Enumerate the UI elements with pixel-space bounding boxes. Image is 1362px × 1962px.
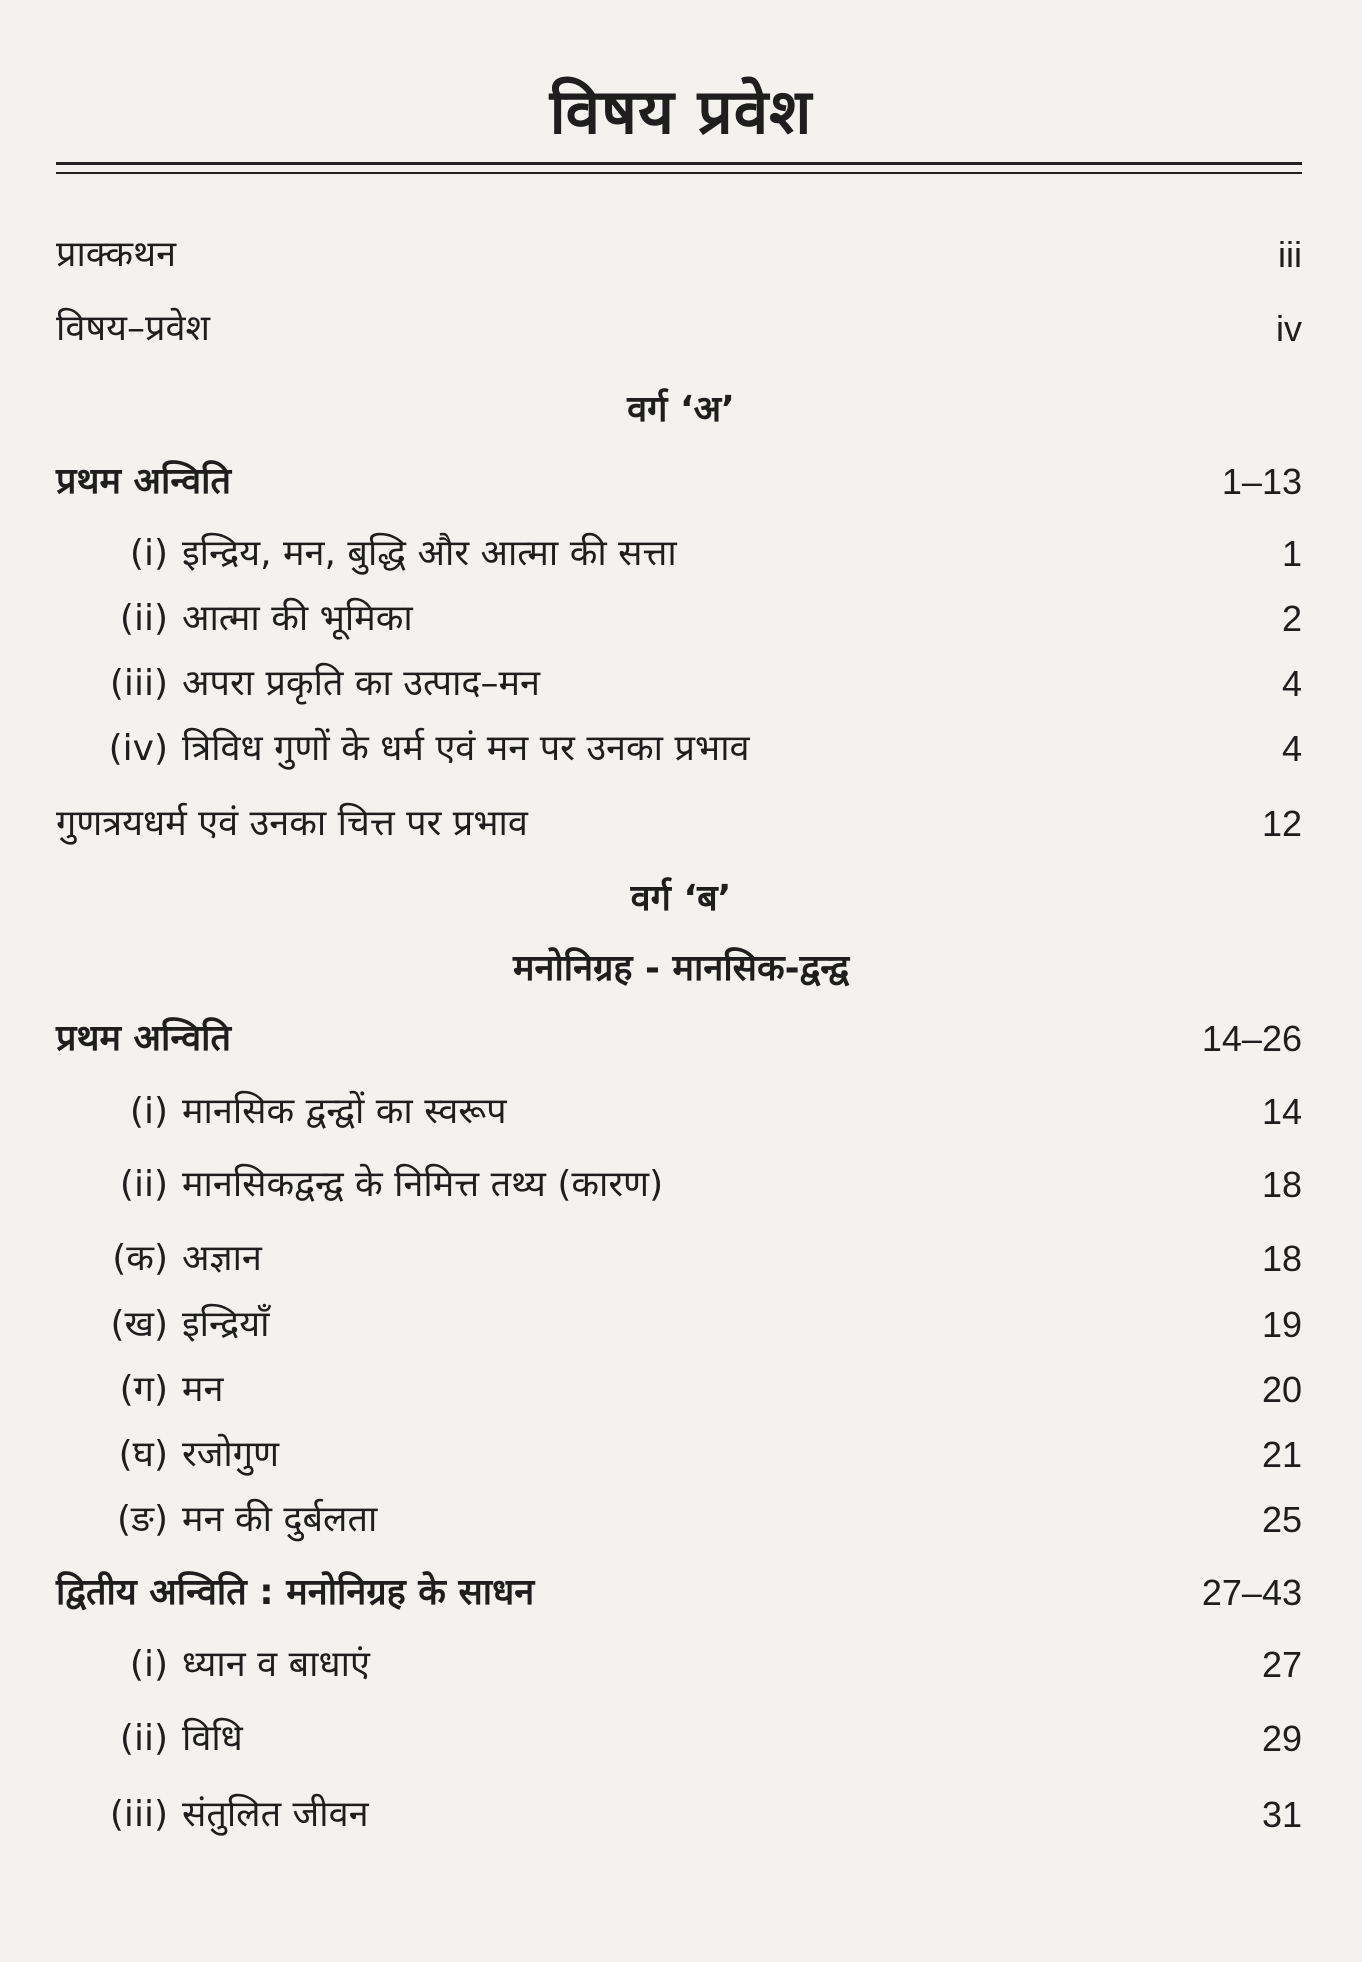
entry-label: इन्द्रियाँ xyxy=(182,1304,270,1345)
toc-entry xyxy=(56,1363,1302,1417)
entry-number: (घ) xyxy=(118,1434,168,1475)
toc-entry xyxy=(56,228,1302,282)
entry-page-number: 29 xyxy=(1261,1718,1302,1759)
section-heading: वर्ग ‘ब’ xyxy=(630,878,732,919)
entry-page-number: 14–26 xyxy=(1201,1018,1302,1059)
entry-label: इन्द्रिय, मन, बुद्धि और आत्मा की सत्ता xyxy=(182,533,677,574)
entry-page-number: iii xyxy=(1278,234,1302,275)
entry-page-number: 27–43 xyxy=(1201,1572,1302,1613)
entry-page-number: 19 xyxy=(1261,1304,1302,1345)
toc-entry xyxy=(56,1158,1302,1212)
entry-label: प्राक्कथन xyxy=(56,234,177,275)
entry-label: रजोगुण xyxy=(182,1434,280,1475)
toc-entry xyxy=(56,302,1302,356)
toc-entry xyxy=(56,1638,1302,1692)
entry-label: अपरा प्रकृति का उत्पाद–मन xyxy=(182,663,541,704)
toc-entry xyxy=(56,1712,1302,1766)
entry-page-number: 18 xyxy=(1261,1238,1302,1279)
entry-label: संतुलित जीवन xyxy=(182,1794,369,1835)
section-heading: वर्ग ‘अ’ xyxy=(627,389,735,430)
toc-entry xyxy=(56,797,1302,851)
entry-page-number: 12 xyxy=(1261,803,1302,844)
entry-label: प्रथम अन्विति xyxy=(56,1018,232,1059)
entry-label: गुणत्रयधर्म एवं उनका चित्त पर प्रभाव xyxy=(56,803,528,844)
entry-page-number: 25 xyxy=(1261,1499,1302,1540)
entry-label: मन की दुर्बलता xyxy=(182,1499,378,1540)
entry-label: मानसिक द्वन्द्वों का स्वरूप xyxy=(182,1091,507,1132)
toc-entry xyxy=(56,657,1302,711)
entry-number: (ग) xyxy=(119,1369,168,1410)
toc-entry xyxy=(56,1085,1302,1139)
entry-number: (ख) xyxy=(110,1304,168,1345)
toc-entry xyxy=(56,1428,1302,1482)
toc-entry xyxy=(56,592,1302,646)
toc-entry xyxy=(56,527,1302,581)
entry-number: (iii) xyxy=(109,1794,168,1835)
entry-page-number: 2 xyxy=(1281,598,1302,639)
entry-page-number: 4 xyxy=(1281,728,1302,769)
toc-entry xyxy=(56,1566,1302,1620)
entry-label: त्रिविध गुणों के धर्म एवं मन पर उनका प्रभाव xyxy=(182,728,750,769)
entry-page-number: 1 xyxy=(1281,533,1302,574)
entry-number: (iii) xyxy=(109,663,168,704)
entry-page-number: 21 xyxy=(1261,1434,1302,1475)
toc-entry xyxy=(56,1012,1302,1066)
toc-entry xyxy=(56,1493,1302,1547)
entry-label: विधि xyxy=(182,1718,243,1759)
toc-entry xyxy=(56,1788,1302,1842)
entry-label: अज्ञान xyxy=(182,1238,262,1279)
page-title: विषय प्रवेश xyxy=(549,75,813,148)
entry-page-number: 14 xyxy=(1261,1091,1302,1132)
entry-label: प्रथम अन्विति xyxy=(56,461,232,502)
entry-number: (i) xyxy=(129,1091,168,1132)
toc-entry xyxy=(56,1298,1302,1352)
entry-page-number: iv xyxy=(1276,308,1302,349)
toc-entry xyxy=(56,1232,1302,1286)
entry-page-number: 20 xyxy=(1261,1369,1302,1410)
entry-label: द्वितीय अन्विति : मनोनिग्रह के साधन xyxy=(56,1572,535,1613)
entry-label: आत्मा की भूमिका xyxy=(182,598,413,639)
entry-page-number: 27 xyxy=(1261,1644,1302,1685)
entry-page-number: 4 xyxy=(1281,663,1302,704)
entry-number: (ii) xyxy=(119,598,168,639)
entry-number: (ii) xyxy=(119,1718,168,1759)
entry-label: मानसिकद्वन्द्व के निमित्त तथ्य (कारण) xyxy=(182,1164,664,1205)
entry-number: (ii) xyxy=(119,1164,168,1205)
section-heading: मनोनिग्रह - मानसिक-द्वन्द्व xyxy=(512,948,850,989)
entry-page-number: 18 xyxy=(1261,1164,1302,1205)
entry-label: विषय–प्रवेश xyxy=(56,308,211,349)
toc-entry xyxy=(56,455,1302,509)
entry-label: ध्यान व बाधाएं xyxy=(182,1644,370,1685)
entry-page-number: 1–13 xyxy=(1221,461,1302,502)
entry-number: (i) xyxy=(129,533,168,574)
toc-entry xyxy=(56,722,1302,776)
entry-number: (iv) xyxy=(108,728,168,769)
entry-number: (i) xyxy=(129,1644,168,1685)
entry-number: (क) xyxy=(112,1238,168,1279)
entry-label: मन xyxy=(182,1369,224,1410)
entry-number: (ङ) xyxy=(116,1499,168,1540)
entry-page-number: 31 xyxy=(1261,1794,1302,1835)
